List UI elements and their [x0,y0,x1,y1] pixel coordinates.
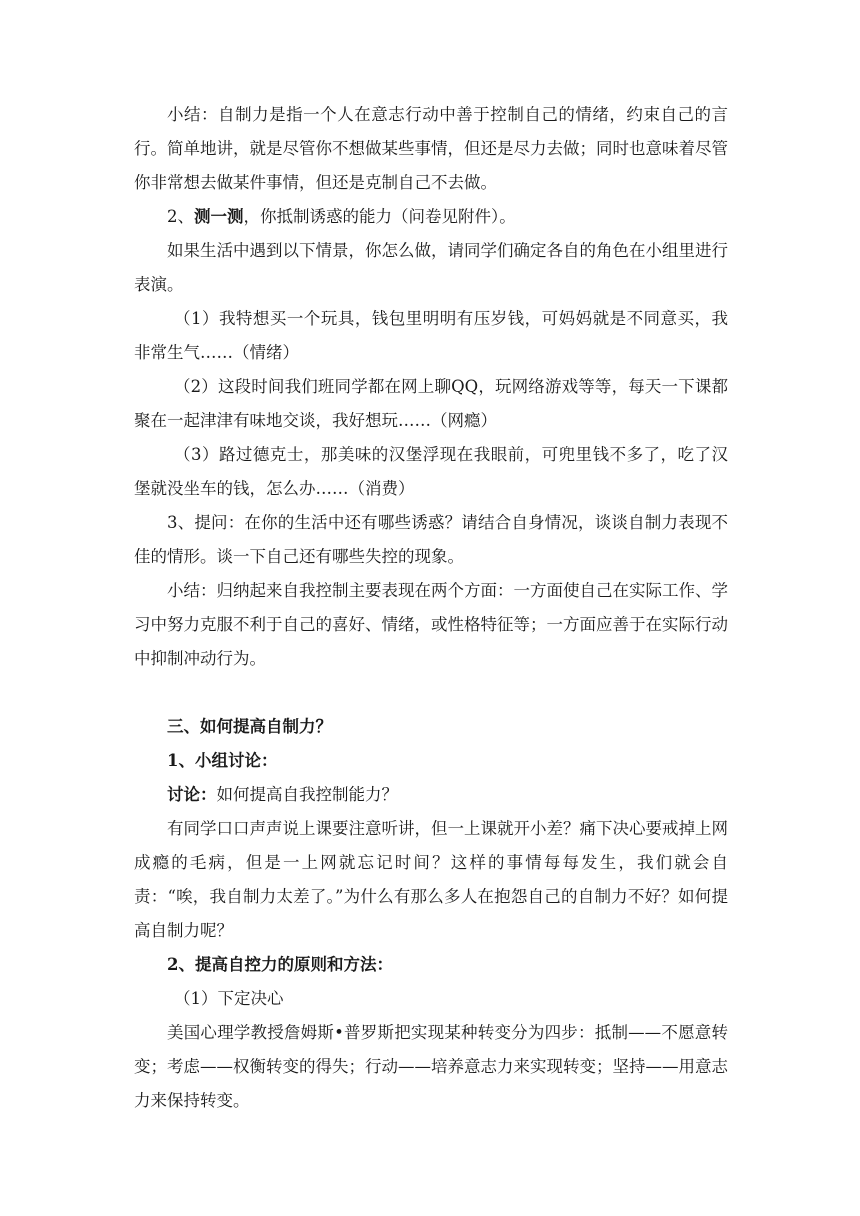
method-item-1: （1）下定决心 [174,989,284,1008]
scenario-intro: 如果生活中遇到以下情景，你怎么做，请同学们确定各自的角色在小组里进行表演。 [134,241,728,294]
scenario-item-1: （1）我特想买一个玩具，钱包里明明有压岁钱，可妈妈就是不同意买，我非常生气……（情绪） [134,309,728,362]
document-body [134,98,728,1118]
subheading-group-discussion: 1、小组讨论： [167,751,278,770]
discussion-paragraph: 有同学口口声声说上课要注意听讲，但一上课就开小差？痛下决心要戒掉上网成瘾的毛病，但是一上网就忘记时间？这样的事情每每发生，我们就会自责：“唉，我自制力太差了。”为什么有那么多人在抱怨自己的自制力不好？如何提高自制力呢？ [134,819,728,940]
discussion-label: 讨论： [167,785,217,804]
scenario-item-2: （2）这段时间我们班同学都在网上聊QQ，玩网络游戏等等，每天一下课都聚在一起津津有味地交谈，我好想玩……（网瘾） [134,377,728,430]
test-heading-number: 2、 [167,207,194,226]
test-heading [134,200,728,234]
subheading-principles: 2、提高自控力的原则和方法： [167,955,393,974]
discussion-text: 如何提高自我控制能力？ [216,785,398,804]
test-heading-rest: ，你抵制诱惑的能力（问卷见附件）。 [243,207,516,226]
question-paragraph: 3、提问：在你的生活中还有哪些诱惑？请结合自身情况，谈谈自制力表现不佳的情形。谈一下自己还有哪些失控的现象。 [134,513,728,566]
test-heading-bold: 测一测 [194,207,244,226]
summary-paragraph-2: 小结：归纳起来自我控制主要表现在两个方面：一方面使自己在实际工作、学习中努力克服不利于自己的喜好、情绪，或性格特征等；一方面应善于在实际行动中抑制冲动行为。 [134,581,728,668]
scenario-item-3: （3）路过德克士，那美味的汉堡浮现在我眼前，可兜里钱不多了，吃了汉堡就没坐车的钱，怎么办……（消费） [134,445,728,498]
section-heading-3: 三、如何提高自制力？ [167,717,332,736]
psychology-paragraph: 美国心理学教授詹姆斯•普罗斯把实现某种转变分为四步：抵制——不愿意转变；考虑——权衡转变的得失；行动——培养意志力来实现转变；坚持——用意志力来保持转变。 [134,1023,728,1110]
blank-line [134,676,728,710]
discussion-line [134,778,728,812]
summary-paragraph-1: 小结：自制力是指一个人在意志行动中善于控制自己的情绪，约束自己的言行。简单地讲，就是尽管你不想做某些事情，但还是尽力去做；同时也意味着尽管你非常想去做某件事情，但还是克制自己不去做。 [134,105,728,192]
